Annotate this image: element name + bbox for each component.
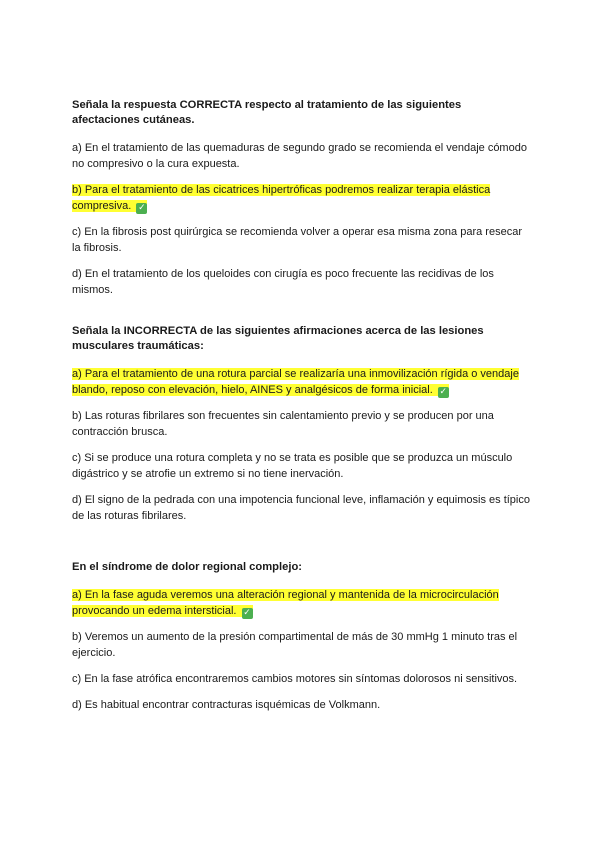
- option-d: [72, 266, 530, 298]
- option-text: d) En el tratamiento de los queloides con cirugía es poco frecuente las recidivas de los mismos.: [72, 268, 494, 296]
- option-a: [72, 140, 530, 172]
- question-title: En el síndrome de dolor regional complejo:: [72, 561, 302, 573]
- option-text: b) Para el tratamiento de las cicatrices hipertróficas podremos realizar terapia elástica compresiva.: [72, 184, 491, 212]
- option-d: [72, 697, 530, 713]
- option-b-correct: [72, 182, 530, 214]
- option-a-correct: [72, 366, 530, 398]
- option-text: a) Para el tratamiento de una rotura parcial se realizaría una inmovilización rígida o vendaje blando, reposo con elevación, hielo, AINES y analgésicos de forma inicial.: [72, 368, 519, 396]
- question-1: [72, 98, 530, 298]
- option-b: [72, 629, 530, 661]
- check-mark-icon: ✓: [138, 203, 146, 213]
- document-page: [72, 98, 530, 723]
- option-d: [72, 492, 530, 524]
- highlighted-answer: [72, 589, 499, 617]
- check-mark-icon: ✓: [439, 387, 448, 397]
- option-a-correct: [72, 587, 530, 619]
- option-text: a) En la fase aguda veremos una alteración regional y mantenida de la microcirculación provocando un edema intersticial.: [72, 589, 499, 617]
- option-text: b) Veremos un aumento de la presión compartimental de más de 30 mmHg 1 minuto tras el ejercicio.: [72, 631, 518, 659]
- option-text: c) En la fibrosis post quirúrgica se recomienda volver a operar esa misma zona para resecar la fibrosis.: [72, 226, 522, 254]
- option-text: d) El signo de la pedrada con una impotencia funcional leve, inflamación y equimosis es típico de las roturas fibrilares.: [72, 494, 530, 522]
- question-2: [72, 324, 530, 524]
- check-mark-icon: ✓: [243, 608, 251, 618]
- option-text: b) Las roturas fibrilares son frecuentes sin calentamiento previo y se producen por una contracción brusca.: [72, 410, 494, 438]
- option-c: [72, 224, 530, 256]
- option-text: a) En el tratamiento de las quemaduras de segundo grado se recomienda el vendaje cómodo no compresivo o la cura expuesta.: [72, 142, 527, 170]
- question-title: Señala la respuesta CORRECTA respecto al tratamiento de las siguientes afectaciones cutáneas.: [72, 99, 462, 126]
- highlighted-answer: [72, 184, 490, 212]
- highlighted-answer: [72, 368, 519, 396]
- question-title: Señala la INCORRECTA de las siguientes afirmaciones acerca de las lesiones musculares traumáticas:: [72, 325, 484, 352]
- question-3: [72, 560, 530, 713]
- option-text: d) Es habitual encontrar contracturas isquémicas de Volkmann.: [72, 699, 381, 711]
- option-b: [72, 408, 530, 440]
- option-c: [72, 450, 530, 482]
- option-text: c) En la fase atrófica encontraremos cambios motores sin síntomas dolorosos ni sensitivos.: [72, 673, 518, 685]
- option-c: [72, 671, 530, 687]
- option-text: c) Si se produce una rotura completa y no se trata es posible que se produzca un músculo digástrico y se atrofie un extremo si no tiene inervación.: [72, 452, 513, 480]
